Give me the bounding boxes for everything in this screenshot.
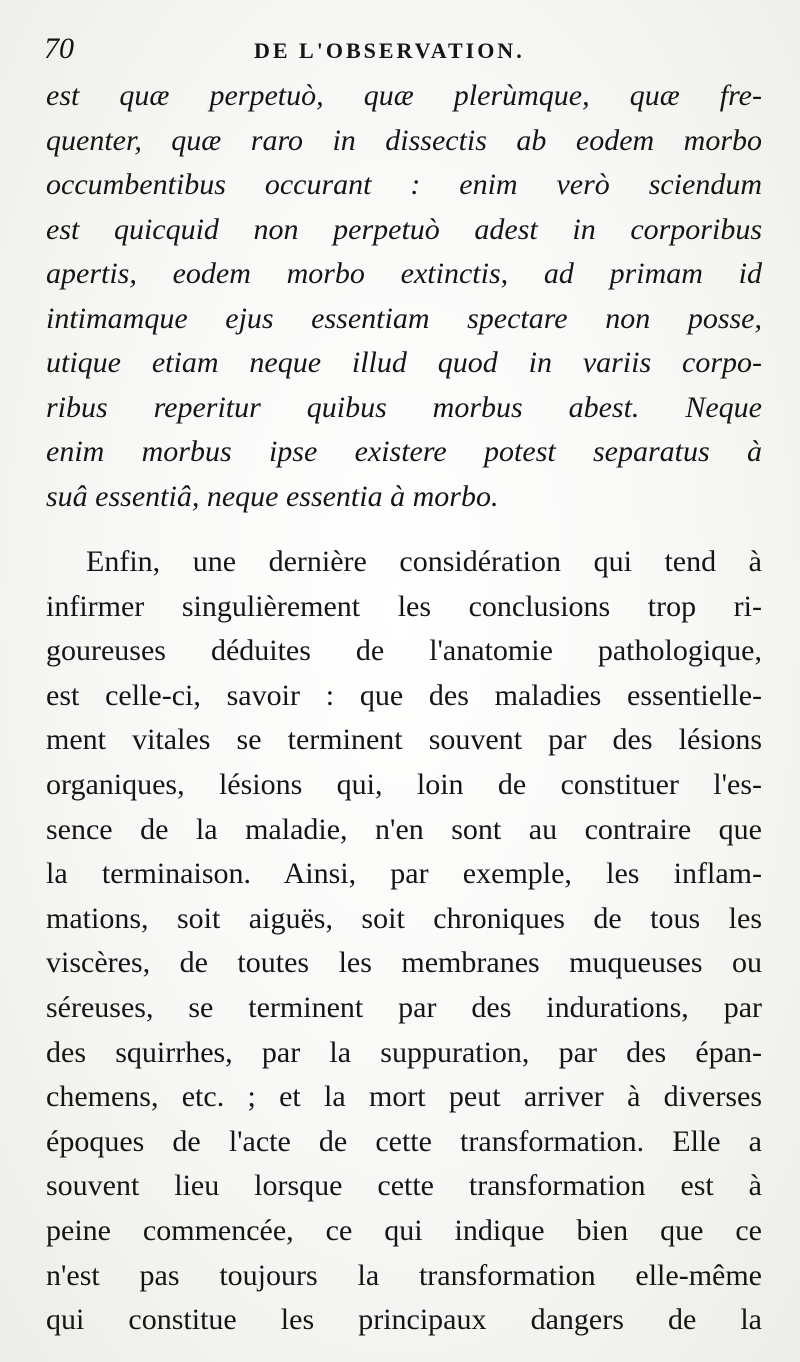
- text-line: enim morbus ipse existere potest separatus à: [46, 435, 762, 468]
- french-paragraph: [46, 540, 762, 1343]
- text-line: est quicquid non perpetuò adest in corporibus: [46, 212, 762, 246]
- text-line: ribus reperitur quibus morbus abest. Neque: [46, 390, 762, 424]
- text-line: peine commencée, ce qui indique bien que ce: [46, 1213, 762, 1247]
- text-line: n'est pas toujours la transformation elle-même: [46, 1258, 762, 1292]
- text-line: occumbentibus occurant : enim verò sciendum: [46, 168, 762, 201]
- text-line: utique etiam neque illud quod in variis corpo-: [46, 346, 762, 379]
- text-line: mations, soit aiguës, soit chroniques de tous les: [46, 901, 762, 935]
- text-line: est celle-ci, savoir : que des maladies essentielle-: [46, 678, 762, 712]
- running-head: [44, 32, 764, 72]
- text-line: goureuses déduites de l'anatomie pathologique,: [46, 634, 762, 668]
- text-line: chemens, etc. ; et la mort peut arriver à diverses: [46, 1080, 762, 1114]
- text-line: la terminaison. Ainsi, par exemple, les inflam-: [46, 857, 762, 891]
- text-line: ment vitales se terminent souvent par des lésions: [46, 723, 762, 757]
- text-line: apertis, eodem morbo extinctis, ad primam id: [46, 257, 762, 290]
- text-line: est quæ perpetuò, quæ plerùmque, quæ fre-: [46, 79, 762, 112]
- text-line: suâ essentiâ, neque essentia à morbo.: [46, 479, 499, 513]
- latin-quotation: [46, 74, 762, 519]
- text-line: qui constitue les principaux dangers de la: [46, 1303, 762, 1337]
- page-number: 70: [44, 32, 74, 65]
- text-line: des squirrhes, par la suppuration, par des épan-: [46, 1035, 762, 1069]
- text-line: viscères, de toutes les membranes muqueuses ou: [46, 946, 762, 980]
- text-line: organiques, lésions qui, loin de constituer l'es-: [46, 767, 762, 801]
- text-line: quenter, quæ raro in dissectis ab eodem morbo: [46, 123, 762, 157]
- text-line: souvent lieu lorsque cette transformation est à: [46, 1169, 762, 1203]
- text-line: intimamque ejus essentiam spectare non posse,: [46, 301, 762, 335]
- running-title: DE L'OBSERVATION.: [254, 38, 525, 63]
- text-line: Enfin, une dernière considération qui tend à: [86, 545, 762, 578]
- text-line: séreuses, se terminent par des indurations, par: [46, 990, 762, 1024]
- text-line: sence de la maladie, n'en sont au contraire que: [46, 812, 762, 846]
- text-line: infirmer singulièrement les conclusions trop ri-: [46, 589, 762, 623]
- text-line: époques de l'acte de cette transformation. Elle a: [46, 1124, 762, 1158]
